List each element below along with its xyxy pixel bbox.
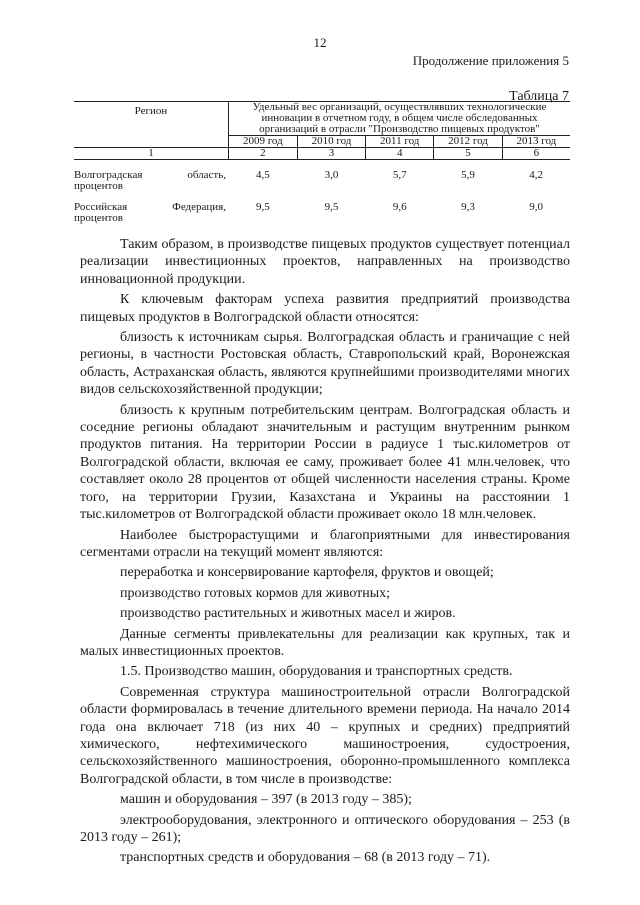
value-cell: 9,3 bbox=[461, 201, 475, 213]
value-cell: 9,6 bbox=[392, 201, 407, 213]
list-item: машин и оборудования – 397 (в 2013 году – 385); bbox=[120, 792, 412, 808]
list-item: производство растительных и животных масел и жиров. bbox=[120, 606, 456, 622]
value-cell: 4,2 bbox=[529, 169, 544, 181]
region-name: Федерация, bbox=[172, 201, 226, 213]
paragraph: Наиболее быстрорастущими и благоприятными для инвестирования сегментами отрасли на текущий момент являются: bbox=[80, 527, 570, 560]
section-heading: 1.5. Производство машин, оборудования и транспортных средств. bbox=[120, 664, 513, 680]
paragraph: близость к крупным потребительским центрам. Волгоградская область и соседние регионы обладают значительным и растущим внутренним рынком продуктов питания. На территории России в радиусе 1 тыс.километров от Волгоградской области, включая ее саму, проживает более 41 млн.человек, что составляет около 28 процентов от общей численности населения страны. Кроме того, на территории Грузии, Казахстана и Украины на расстоянии 1 тыс.километров от Волгоградской области проживает около 18 млн.человек. bbox=[80, 402, 570, 523]
region-header: Регион bbox=[74, 102, 229, 148]
table-row bbox=[74, 160, 570, 193]
year-header: 2013 год bbox=[502, 136, 570, 148]
year-header: 2010 год bbox=[297, 136, 366, 148]
year-header: 2012 год bbox=[434, 136, 503, 148]
list-item: электрооборудования, электронного и оптического оборудования – 253 (в 2013 году – 261); bbox=[80, 812, 570, 845]
column-number: 5 bbox=[434, 148, 503, 160]
indicator-header: Удельный вес организаций, осуществлявших технологические инновации в отчетном году, в общем числе обследованных организаций в отрасли "Производство пищевых продуктов" bbox=[229, 102, 571, 136]
region-name: Российская bbox=[74, 201, 128, 213]
list-item: транспортных средств и оборудования – 68 (в 2013 году – 71). bbox=[120, 850, 491, 866]
value-cell: 5,9 bbox=[461, 169, 475, 181]
data-table bbox=[74, 101, 570, 224]
list-item: переработка и консервирование картофеля, фруктов и овощей; bbox=[120, 565, 494, 581]
paragraph: Данные сегменты привлекательны для реализации как крупных, так и малых инвестиционных проектов. bbox=[80, 626, 570, 659]
list-item: производство готовых кормов для животных; bbox=[120, 585, 391, 601]
column-number: 3 bbox=[297, 148, 366, 160]
table-header-row bbox=[74, 102, 570, 136]
paragraph: близость к источникам сырья. Волгоградская область и граничащие с ней регионы, в частности Ростовская область, Ставропольский край, Воронежская область, Астраханская область, являются крупнейшими производителями многих видов сельскохозяйственной продукции; bbox=[80, 330, 570, 398]
value-cell: 4,5 bbox=[255, 169, 270, 181]
region-unit: процентов bbox=[74, 212, 123, 224]
region-cell bbox=[74, 160, 229, 193]
column-numbers-row bbox=[74, 148, 570, 160]
body-text bbox=[80, 236, 570, 867]
region-unit: процентов bbox=[74, 180, 123, 192]
appendix-note: Продолжение приложения 5 bbox=[412, 53, 569, 68]
value-cell: 9,5 bbox=[255, 201, 270, 213]
region-name: область, bbox=[187, 169, 226, 181]
table-row bbox=[74, 192, 570, 224]
region-cell bbox=[74, 192, 229, 224]
column-number: 1 bbox=[74, 148, 229, 160]
value-cell: 5,7 bbox=[392, 169, 407, 181]
page-number: 12 bbox=[313, 35, 327, 50]
value-cell: 9,0 bbox=[529, 201, 544, 213]
paragraph: К ключевым факторам успеха развития предприятий производства пищевых продуктов в Волгоградской области относятся: bbox=[80, 292, 570, 325]
year-header: 2009 год bbox=[229, 136, 298, 148]
paragraph: Таким образом, в производстве пищевых продуктов существует потенциал реализации инвестиционных проектов, направленных на производство инновационной продукции. bbox=[80, 237, 570, 287]
column-number: 4 bbox=[366, 148, 434, 160]
value-cell: 9,5 bbox=[324, 201, 339, 213]
column-number: 6 bbox=[502, 148, 570, 160]
year-header: 2011 год bbox=[366, 136, 434, 148]
region-name: Волгоградская bbox=[74, 169, 143, 181]
paragraph: Современная структура машиностроительной отрасли Волгоградской области формировалась в течение длительного времени периода. На начало 2014 года она включает 718 (из них 40 – крупных и средних) предприятий химического, нефтехимического машиностроения, судостроения, сельскохозяйственного машиностроения, оборонно-промышленного комплекса Волгоградской области, в том числе в производстве: bbox=[80, 684, 570, 787]
column-number: 2 bbox=[229, 148, 298, 160]
table-label: Таблица 7 bbox=[509, 89, 569, 104]
value-cell: 3,0 bbox=[324, 169, 339, 181]
